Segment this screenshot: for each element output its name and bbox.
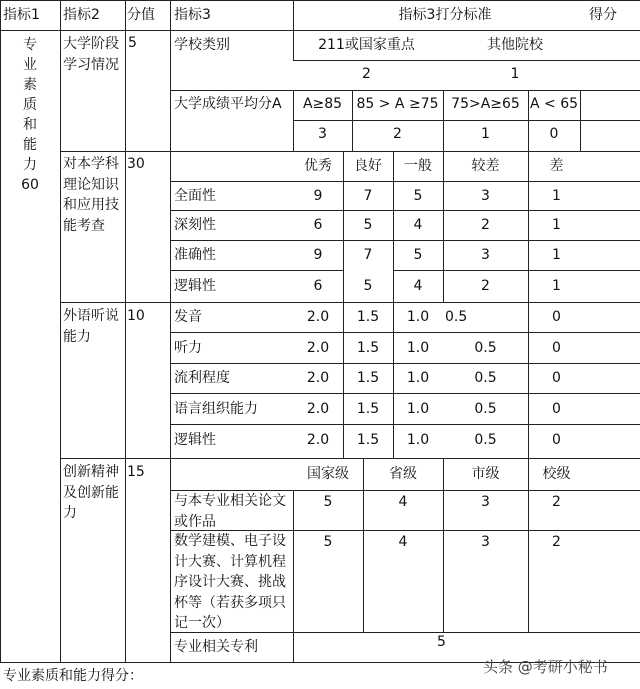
innovation-cell: 2	[552, 494, 561, 510]
patent-label: 专业相关专利	[174, 639, 258, 655]
section-theory-points: 30	[127, 156, 145, 172]
language-cell: 0	[552, 340, 561, 356]
language-cell: 1.5	[356, 432, 380, 448]
language-cell: 0.5	[445, 309, 468, 325]
theory-cell: 2	[481, 278, 490, 294]
language-cell: 0	[552, 370, 561, 386]
school-type-option: 其他院校	[487, 37, 543, 53]
innovation-cell: 4	[398, 494, 408, 510]
level-header: 国家级	[307, 466, 349, 482]
language-cell: 0	[552, 401, 561, 417]
theory-cell: 1	[552, 247, 561, 263]
innovation-cell: 3	[481, 494, 490, 510]
language-cell: 1.5	[356, 340, 380, 356]
level-header: 校级	[542, 466, 571, 482]
theory-row-label: 逻辑性	[174, 278, 216, 294]
language-row-label: 语言组织能力	[174, 401, 258, 417]
language-cell: 1.0	[406, 432, 430, 448]
theory-cell: 9	[313, 247, 323, 263]
level-header: 市级	[471, 466, 500, 482]
gpa-score: 3	[318, 126, 327, 142]
language-cell: 0	[552, 309, 561, 325]
innovation-cell: 5	[323, 494, 333, 510]
header-indicator2: 指标2	[63, 7, 100, 23]
header-score-value: 分值	[127, 7, 155, 23]
gpa-range: A < 65	[529, 96, 579, 112]
innovation-cell: 5	[323, 534, 333, 550]
language-cell: 0.5	[474, 432, 497, 448]
theory-cell: 1	[552, 188, 561, 204]
section-innovation-points: 15	[127, 464, 145, 480]
language-cell: 0.5	[474, 340, 497, 356]
grade-header: 一般	[404, 158, 432, 174]
theory-cell: 7	[363, 188, 373, 204]
header-indicator3: 指标3	[174, 7, 211, 23]
language-cell: 2.0	[306, 432, 330, 448]
section-language-name: 外语听说能力	[63, 308, 119, 345]
language-cell: 1.0	[406, 401, 430, 417]
school-type-option: 211或国家重点	[318, 37, 415, 53]
language-cell: 1.5	[356, 401, 380, 417]
language-cell: 1.0	[406, 340, 430, 356]
theory-cell: 6	[313, 217, 323, 233]
grade-header: 较差	[471, 158, 500, 174]
innovation-row-label: 数学建模、电子设计大赛、计算机程序设计大赛、挑战杯等（若获多项只记一次）	[174, 533, 286, 631]
gpa-score: 1	[481, 126, 490, 142]
theory-row-label: 深刻性	[174, 217, 216, 233]
section-innovation-name: 创新精神及创新能力	[63, 464, 119, 521]
theory-cell: 5	[413, 188, 423, 204]
language-row-label: 流利程度	[174, 370, 230, 386]
gpa-score: 0	[549, 126, 559, 142]
theory-cell: 6	[313, 278, 323, 294]
gpa-range: 75>A≥65	[451, 96, 520, 112]
language-cell: 2.0	[306, 370, 330, 386]
innovation-cell: 2	[552, 534, 561, 550]
grade-header: 良好	[354, 158, 382, 174]
gpa-range: A≥85	[302, 96, 343, 112]
theory-cell: 3	[481, 247, 490, 263]
theory-row-label: 全面性	[174, 188, 216, 204]
language-cell: 2.0	[306, 309, 330, 325]
language-row-label: 听力	[174, 340, 202, 356]
innovation-cell: 4	[398, 534, 408, 550]
header-score: 得分	[589, 7, 617, 23]
grade-header: 优秀	[304, 158, 332, 174]
theory-cell: 2	[481, 217, 490, 233]
language-cell: 1.5	[356, 370, 380, 386]
grade-header: 差	[549, 158, 564, 174]
gpa-range: 85 > A ≥75	[356, 96, 439, 112]
theory-cell: 5	[363, 217, 373, 233]
theory-cell: 3	[481, 188, 490, 204]
theory-cell: 5	[413, 247, 423, 263]
language-cell: 0.5	[474, 401, 497, 417]
theory-row-label: 准确性	[174, 247, 216, 263]
school-type-score: 2	[362, 66, 371, 82]
theory-cell: 4	[413, 278, 423, 294]
header-indicator1: 指标1	[3, 7, 40, 23]
language-cell: 2.0	[306, 340, 330, 356]
level-header: 省级	[389, 466, 417, 482]
footer-total-label: 专业素质和能力得分：	[3, 668, 143, 684]
theory-cell: 1	[552, 217, 561, 233]
section-undergrad-points: 5	[128, 35, 137, 51]
gpa-label: 大学成绩平均分A	[174, 96, 282, 112]
theory-cell: 9	[313, 188, 323, 204]
theory-cell: 1	[552, 278, 561, 294]
header-criteria: 指标3打分标准	[398, 7, 492, 23]
innovation-cell: 3	[481, 534, 490, 550]
language-cell: 2.0	[306, 401, 330, 417]
theory-cell: 7	[363, 247, 373, 263]
theory-cell: 5	[363, 278, 373, 294]
gpa-score: 2	[393, 126, 402, 142]
language-cell: 0	[552, 432, 561, 448]
school-type-score: 1	[510, 66, 520, 82]
theory-cell: 4	[413, 217, 423, 233]
language-row-label: 逻辑性	[174, 432, 216, 448]
innovation-row-label: 与本专业相关论文或作品	[174, 493, 286, 530]
section-language-points: 10	[127, 308, 145, 324]
language-cell: 0.5	[474, 370, 497, 386]
language-row-label: 发音	[174, 309, 202, 325]
section-undergrad-name: 大学阶段学习情况	[63, 36, 119, 73]
watermark: 头条 @考研小秘书	[483, 658, 608, 676]
language-cell: 1.0	[406, 370, 430, 386]
section-theory-name: 对本学科理论知识和应用技能考查	[63, 156, 119, 234]
school-type-label: 学校类别	[174, 37, 230, 53]
patent-value: 5	[437, 634, 446, 650]
language-cell: 1.5	[356, 309, 380, 325]
language-cell: 1.0	[406, 309, 430, 325]
